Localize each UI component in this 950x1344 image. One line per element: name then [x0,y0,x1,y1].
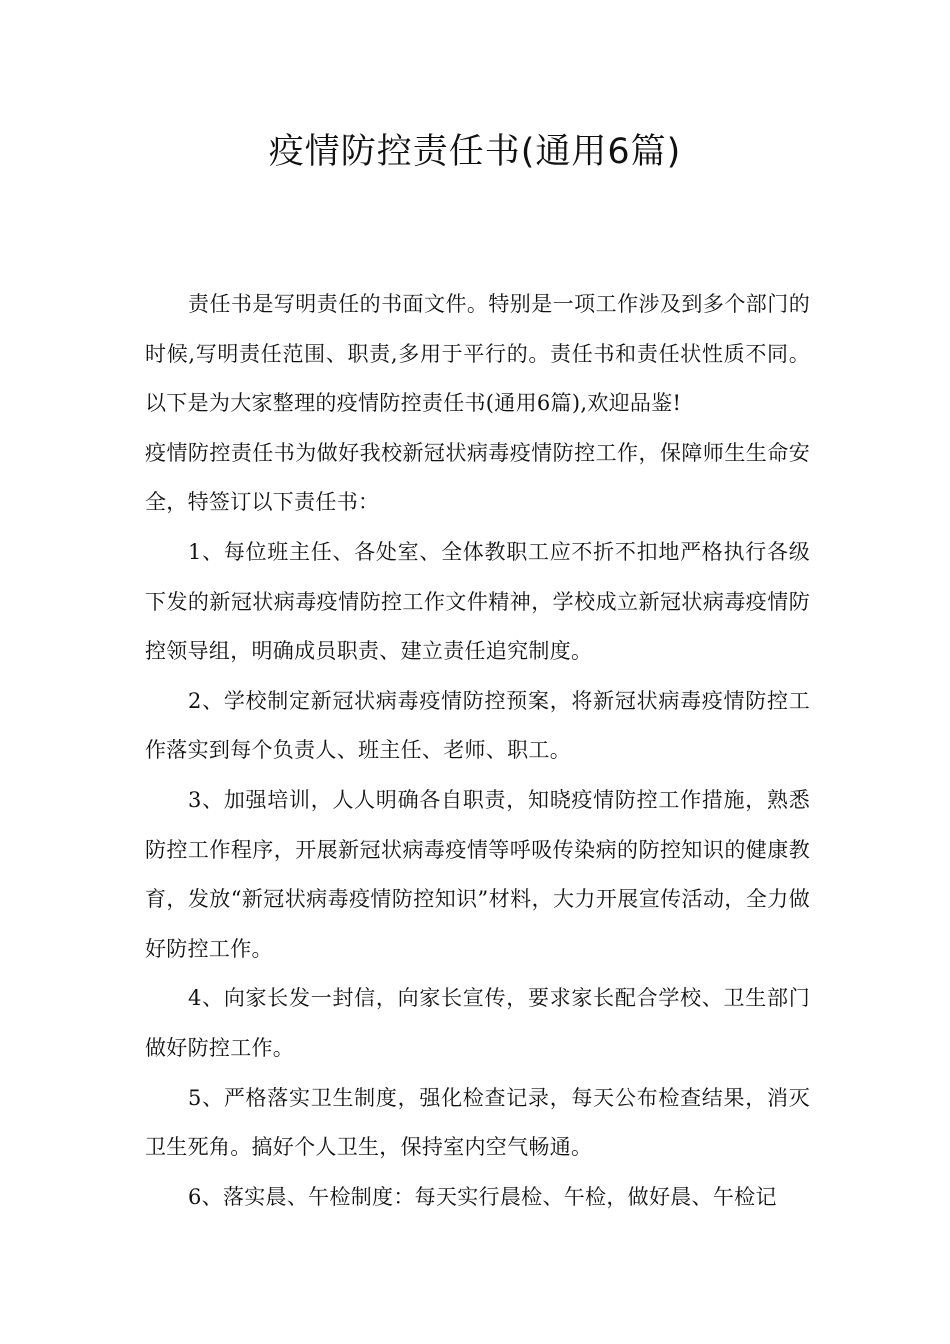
item-paragraph-6: 6、落实晨、午检制度：每天实行晨检、午检，做好晨、午检记 [188,1184,777,1209]
intro-paragraph: 责任书是写明责任的书面文件。特别是一项工作涉及到多个部门的时候,写明责任范围、职责,多用于平行的。责任书和责任状性质不同。以下是为大家整理的疫情防控责任书(通用6篇),欢迎品鉴! [145,292,810,416]
item-paragraph-4: 4、向家长发一封信，向家长宣传，要求家长配合学校、卫生部门做好防控工作。 [145,986,810,1060]
item-paragraph-3: 3、加强培训，人人明确各自职责，知晓疫情防控工作措施，熟悉防控工作程序，开展新冠状病毒疫情等呼吸传染病的防控知识的健康教育，发放“新冠状病毒疫情防控知识”材料，大力开展宣传活动，全力做好防控工作。 [145,787,810,961]
preamble-paragraph: 疫情防控责任书为做好我校新冠状病毒疫情防控工作，保障师生生命安全，特签订以下责任书： [145,440,810,515]
item-paragraph-2: 2、学校制定新冠状病毒疫情防控预案，将新冠状病毒疫情防控工作落实到每个负责人、班主任、老师、职工。 [145,688,810,763]
document-body [145,280,810,1222]
item-paragraph-1: 1、每位班主任、各处室、全体教职工应不折不扣地严格执行各级下发的新冠状病毒疫情防控工作文件精神，学校成立新冠状病毒疫情防控领导组，明确成员职责、建立责任追究制度。 [145,539,810,664]
document-title: 疫情防控责任书(通用6篇) [268,132,682,172]
item-paragraph-5: 5、严格落实卫生制度，强化检查记录，每天公布检查结果，消灭卫生死角。搞好个人卫生，保持室内空气畅通。 [145,1085,810,1160]
